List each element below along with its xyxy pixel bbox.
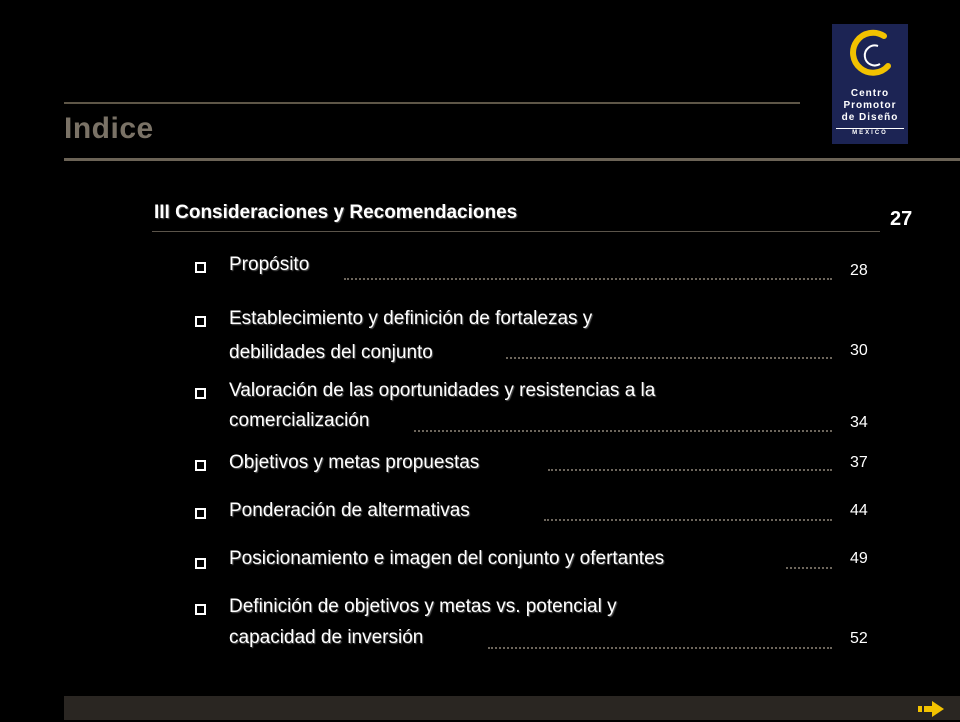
square-bullet-icon	[195, 316, 206, 327]
arrow-right-icon[interactable]	[918, 701, 944, 722]
page-title: Indice	[64, 112, 154, 145]
logo-country: MEXICO	[852, 130, 888, 136]
section-title: III Consideraciones y Recomendaciones	[154, 202, 518, 223]
square-bullet-icon	[195, 604, 206, 615]
toc-item-text: Ponderación de altermativas	[229, 500, 470, 521]
logo-line-2: Promotor	[843, 100, 897, 111]
square-bullet-icon	[195, 460, 206, 471]
logo-line-1: Centro	[850, 88, 890, 99]
toc-page-number: 34	[850, 414, 868, 431]
dot-leader	[344, 278, 832, 280]
toc-item-text: Objetivos y metas propuestas	[229, 452, 480, 473]
logo-swirl-icon	[832, 24, 908, 88]
toc-page-number: 44	[850, 502, 868, 519]
toc-item-text: Posicionamiento e imagen del conjunto y ofertantes	[229, 548, 665, 569]
toc-page-number: 52	[850, 630, 868, 647]
square-bullet-icon	[195, 558, 206, 569]
dot-leader	[786, 567, 832, 569]
dot-leader	[548, 469, 832, 471]
dot-leader	[506, 357, 832, 359]
toc-item-text: Propósito	[229, 254, 310, 275]
toc-item-text-continued: comercialización	[229, 410, 370, 431]
logo-line-3: de Diseño	[841, 112, 899, 123]
toc-page-number: 37	[850, 454, 868, 471]
toc-item-text: Valoración de las oportunidades y resistencias a la	[229, 380, 656, 401]
dot-leader	[488, 647, 832, 649]
toc-item-text-continued: debilidades del conjunto	[229, 342, 433, 363]
centro-promotor-logo	[832, 24, 908, 144]
dot-leader	[414, 430, 832, 432]
toc-page-number: 30	[850, 342, 868, 359]
square-bullet-icon	[195, 388, 206, 399]
logo-divider	[836, 128, 904, 129]
toc-item-text: Definición de objetivos y metas vs. potencial y	[229, 596, 617, 617]
title-rule	[64, 158, 960, 161]
toc-item-text: Establecimiento y definición de fortalezas y	[229, 308, 593, 329]
toc-page-number: 49	[850, 550, 868, 567]
dot-leader	[544, 519, 832, 521]
toc-item-text-continued: capacidad de inversión	[229, 627, 424, 648]
logo-wordmark	[832, 88, 908, 124]
square-bullet-icon	[195, 262, 206, 273]
footer-bar	[64, 696, 960, 720]
header-top-rule	[64, 102, 800, 104]
section-page-number: 27	[890, 208, 913, 230]
toc-page-number: 28	[850, 262, 868, 279]
section-rule	[152, 231, 880, 232]
square-bullet-icon	[195, 508, 206, 519]
